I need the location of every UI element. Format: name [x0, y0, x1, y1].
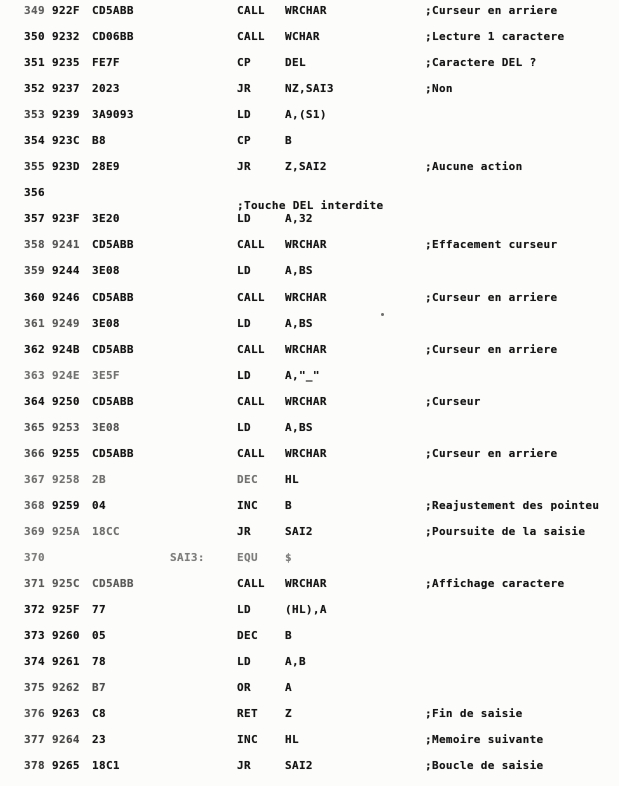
- operand: B: [285, 629, 292, 643]
- listing-row: [0, 4, 619, 30]
- line-number: 354: [24, 134, 45, 148]
- line-number: 377: [24, 733, 45, 747]
- operand: A: [285, 681, 292, 695]
- object-code: 18CC: [92, 524, 120, 538]
- mnemonic: CALL: [237, 238, 265, 252]
- listing-row: [0, 603, 619, 629]
- comment: ;Curseur en arriere: [425, 4, 558, 17]
- line-number: 364: [24, 394, 45, 408]
- line-number: 374: [24, 655, 45, 669]
- operand: HL: [285, 733, 299, 747]
- address: 9258: [52, 472, 80, 486]
- operand: Z,SAI2: [285, 160, 327, 174]
- operand: A,B: [285, 655, 306, 669]
- address: 925A: [52, 524, 80, 538]
- address: 9261: [52, 655, 80, 669]
- address: 9255: [52, 446, 80, 460]
- listing-row: [0, 212, 619, 238]
- comment: ;Curseur: [425, 394, 481, 408]
- line-number: 365: [24, 420, 45, 434]
- mnemonic: DEC: [237, 629, 258, 643]
- mnemonic: LD: [237, 368, 251, 382]
- mnemonic: JR: [237, 160, 251, 174]
- line-number: 351: [24, 56, 45, 70]
- comment: ;Curseur en arriere: [425, 342, 558, 356]
- listing-row: [0, 160, 619, 186]
- line-number: 353: [24, 108, 45, 122]
- address: 924E: [52, 368, 80, 382]
- address: 9246: [52, 290, 80, 304]
- line-number: 373: [24, 629, 45, 643]
- line-number: 362: [24, 342, 45, 356]
- address: 925F: [52, 603, 80, 617]
- operand: A,32: [285, 212, 313, 226]
- operand: A,BS: [285, 316, 313, 330]
- listing-row: [0, 525, 619, 551]
- mnemonic: LD: [237, 655, 251, 669]
- listing-row: [0, 759, 619, 785]
- line-number: 376: [24, 707, 45, 721]
- operand: WRCHAR: [285, 342, 327, 356]
- mnemonic: OR: [237, 681, 251, 695]
- label: SAI3:: [170, 550, 205, 564]
- object-code: 3A9093: [92, 108, 134, 122]
- listing-row: [0, 82, 619, 108]
- object-code: 04: [92, 498, 106, 512]
- line-number: 352: [24, 82, 45, 96]
- mnemonic: JR: [237, 524, 251, 538]
- operand: WRCHAR: [285, 238, 327, 252]
- line-number: 367: [24, 472, 45, 486]
- operand: SAI2: [285, 524, 313, 538]
- listing-row: [0, 733, 619, 759]
- address: 9232: [52, 30, 80, 44]
- mnemonic: CALL: [237, 577, 265, 591]
- block-comment: ;Touche DEL interdite: [237, 199, 384, 213]
- mnemonic: CP: [237, 56, 251, 70]
- mnemonic: LD: [237, 603, 251, 617]
- operand: WRCHAR: [285, 446, 327, 460]
- operand: WCHAR: [285, 30, 320, 44]
- mnemonic: JR: [237, 82, 251, 96]
- object-code: CD06BB: [92, 30, 134, 44]
- listing-row: [0, 134, 619, 160]
- line-number: 350: [24, 30, 45, 44]
- object-code: C8: [92, 707, 106, 721]
- mnemonic: LD: [237, 108, 251, 122]
- address: 9262: [52, 681, 80, 695]
- listing-row: [0, 499, 619, 525]
- operand: DEL: [285, 56, 306, 70]
- line-number: 366: [24, 446, 45, 460]
- address: 9235: [52, 56, 80, 70]
- operand: A,BS: [285, 264, 313, 278]
- line-number: 361: [24, 316, 45, 330]
- operand: $: [285, 550, 292, 564]
- operand: WRCHAR: [285, 290, 327, 304]
- comment: ;Non: [425, 82, 453, 96]
- object-code: 3E08: [92, 316, 120, 330]
- object-code: 23: [92, 733, 106, 747]
- object-code: 2023: [92, 82, 120, 96]
- address: 923D: [52, 160, 80, 174]
- address: 924B: [52, 342, 80, 356]
- line-number: 371: [24, 577, 45, 591]
- mnemonic: CALL: [237, 4, 265, 17]
- line-number: 370: [24, 550, 45, 564]
- mnemonic: LD: [237, 420, 251, 434]
- object-code: 77: [92, 603, 106, 617]
- operand: HL: [285, 472, 299, 486]
- line-number: 355: [24, 160, 45, 174]
- comment: ;Fin de saisie: [425, 707, 523, 721]
- address: 9259: [52, 498, 80, 512]
- comment: ;Memoire suivante: [425, 733, 544, 747]
- object-code: CD5ABB: [92, 446, 134, 460]
- operand: (HL),A: [285, 603, 327, 617]
- listing-row: [0, 30, 619, 56]
- listing-row: [0, 629, 619, 655]
- comment: ;Effacement curseur: [425, 238, 558, 252]
- listing-row: [0, 238, 619, 264]
- mnemonic: LD: [237, 264, 251, 278]
- listing-row: [0, 707, 619, 733]
- address: 9260: [52, 629, 80, 643]
- line-number: 368: [24, 498, 45, 512]
- listing-row: [0, 421, 619, 447]
- operand: A,BS: [285, 420, 313, 434]
- listing-row: [0, 655, 619, 681]
- mnemonic: LD: [237, 212, 251, 226]
- object-code: 18C1: [92, 759, 120, 773]
- listing-row: [0, 108, 619, 134]
- mnemonic: INC: [237, 498, 258, 512]
- listing-row: [0, 681, 619, 707]
- address: 9263: [52, 707, 80, 721]
- listing-row: [0, 369, 619, 395]
- operand: Z: [285, 707, 292, 721]
- listing-row: [0, 577, 619, 603]
- line-number: 378: [24, 759, 45, 773]
- address: 923F: [52, 212, 80, 226]
- object-code: 3E5F: [92, 368, 120, 382]
- address: 9265: [52, 759, 80, 773]
- listing-row: [0, 395, 619, 421]
- address: 9241: [52, 238, 80, 252]
- object-code: CD5ABB: [92, 577, 134, 591]
- address: 923C: [52, 134, 80, 148]
- listing-row: [0, 551, 619, 577]
- object-code: CD5ABB: [92, 238, 134, 252]
- operand: WRCHAR: [285, 394, 327, 408]
- line-number: 369: [24, 524, 45, 538]
- comment: ;Curseur en arriere: [425, 446, 558, 460]
- object-code: 3E08: [92, 264, 120, 278]
- address: 9250: [52, 394, 80, 408]
- mnemonic: CALL: [237, 342, 265, 356]
- line-number: 349: [24, 4, 45, 17]
- operand: NZ,SAI3: [285, 82, 334, 96]
- comment: ;Curseur en arriere: [425, 290, 558, 304]
- listing-row: [0, 186, 619, 212]
- comment: ;Aucune action: [425, 160, 523, 174]
- mnemonic: CALL: [237, 290, 265, 304]
- comment: ;Poursuite de la saisie: [425, 524, 586, 538]
- object-code: 78: [92, 655, 106, 669]
- operand: A,(S1): [285, 108, 327, 122]
- object-code: B8: [92, 134, 106, 148]
- object-code: 05: [92, 629, 106, 643]
- line-number: 375: [24, 681, 45, 695]
- mnemonic: JR: [237, 759, 251, 773]
- mnemonic: RET: [237, 707, 258, 721]
- scan-speck: [381, 313, 384, 316]
- line-number: 357: [24, 212, 45, 226]
- listing-row: [0, 447, 619, 473]
- mnemonic: CALL: [237, 446, 265, 460]
- object-code: 3E08: [92, 420, 120, 434]
- line-number: 372: [24, 603, 45, 617]
- mnemonic: CALL: [237, 30, 265, 44]
- mnemonic: CP: [237, 134, 251, 148]
- object-code: B7: [92, 681, 106, 695]
- address: 9244: [52, 264, 80, 278]
- mnemonic: LD: [237, 316, 251, 330]
- listing-row: [0, 264, 619, 290]
- line-number: 359: [24, 264, 45, 278]
- line-number: 360: [24, 290, 45, 304]
- comment: ;Affichage caractere: [425, 577, 565, 591]
- address: 9239: [52, 108, 80, 122]
- operand: A,"_": [285, 368, 320, 382]
- object-code: 28E9: [92, 160, 120, 174]
- address: 9249: [52, 316, 80, 330]
- operand: SAI2: [285, 759, 313, 773]
- mnemonic: EQU: [237, 550, 258, 564]
- address: 9237: [52, 82, 80, 96]
- operand: B: [285, 498, 292, 512]
- listing-row: [0, 291, 619, 317]
- line-number: 358: [24, 238, 45, 252]
- mnemonic: CALL: [237, 394, 265, 408]
- object-code: CD5ABB: [92, 342, 134, 356]
- address: 9253: [52, 420, 80, 434]
- object-code: 2B: [92, 472, 106, 486]
- comment: ;Boucle de saisie: [425, 759, 544, 773]
- comment: ;Reajustement des pointeu: [425, 498, 600, 512]
- object-code: CD5ABB: [92, 394, 134, 408]
- comment: ;Caractere DEL ?: [425, 56, 537, 70]
- address: 9264: [52, 733, 80, 747]
- operand: WRCHAR: [285, 577, 327, 591]
- mnemonic: INC: [237, 733, 258, 747]
- object-code: CD5ABB: [92, 4, 134, 17]
- operand: WRCHAR: [285, 4, 327, 17]
- listing-row: [0, 473, 619, 499]
- line-number: 363: [24, 368, 45, 382]
- listing-row: [0, 56, 619, 82]
- operand: B: [285, 134, 292, 148]
- assembly-listing: [0, 4, 619, 785]
- object-code: FE7F: [92, 56, 120, 70]
- listing-row: [0, 317, 619, 343]
- address: 922F: [52, 4, 80, 17]
- comment: ;Lecture 1 caractere: [425, 30, 565, 44]
- line-number: 356: [24, 186, 45, 200]
- object-code: CD5ABB: [92, 290, 134, 304]
- mnemonic: DEC: [237, 472, 258, 486]
- listing-row: [0, 343, 619, 369]
- address: 925C: [52, 577, 80, 591]
- object-code: 3E20: [92, 212, 120, 226]
